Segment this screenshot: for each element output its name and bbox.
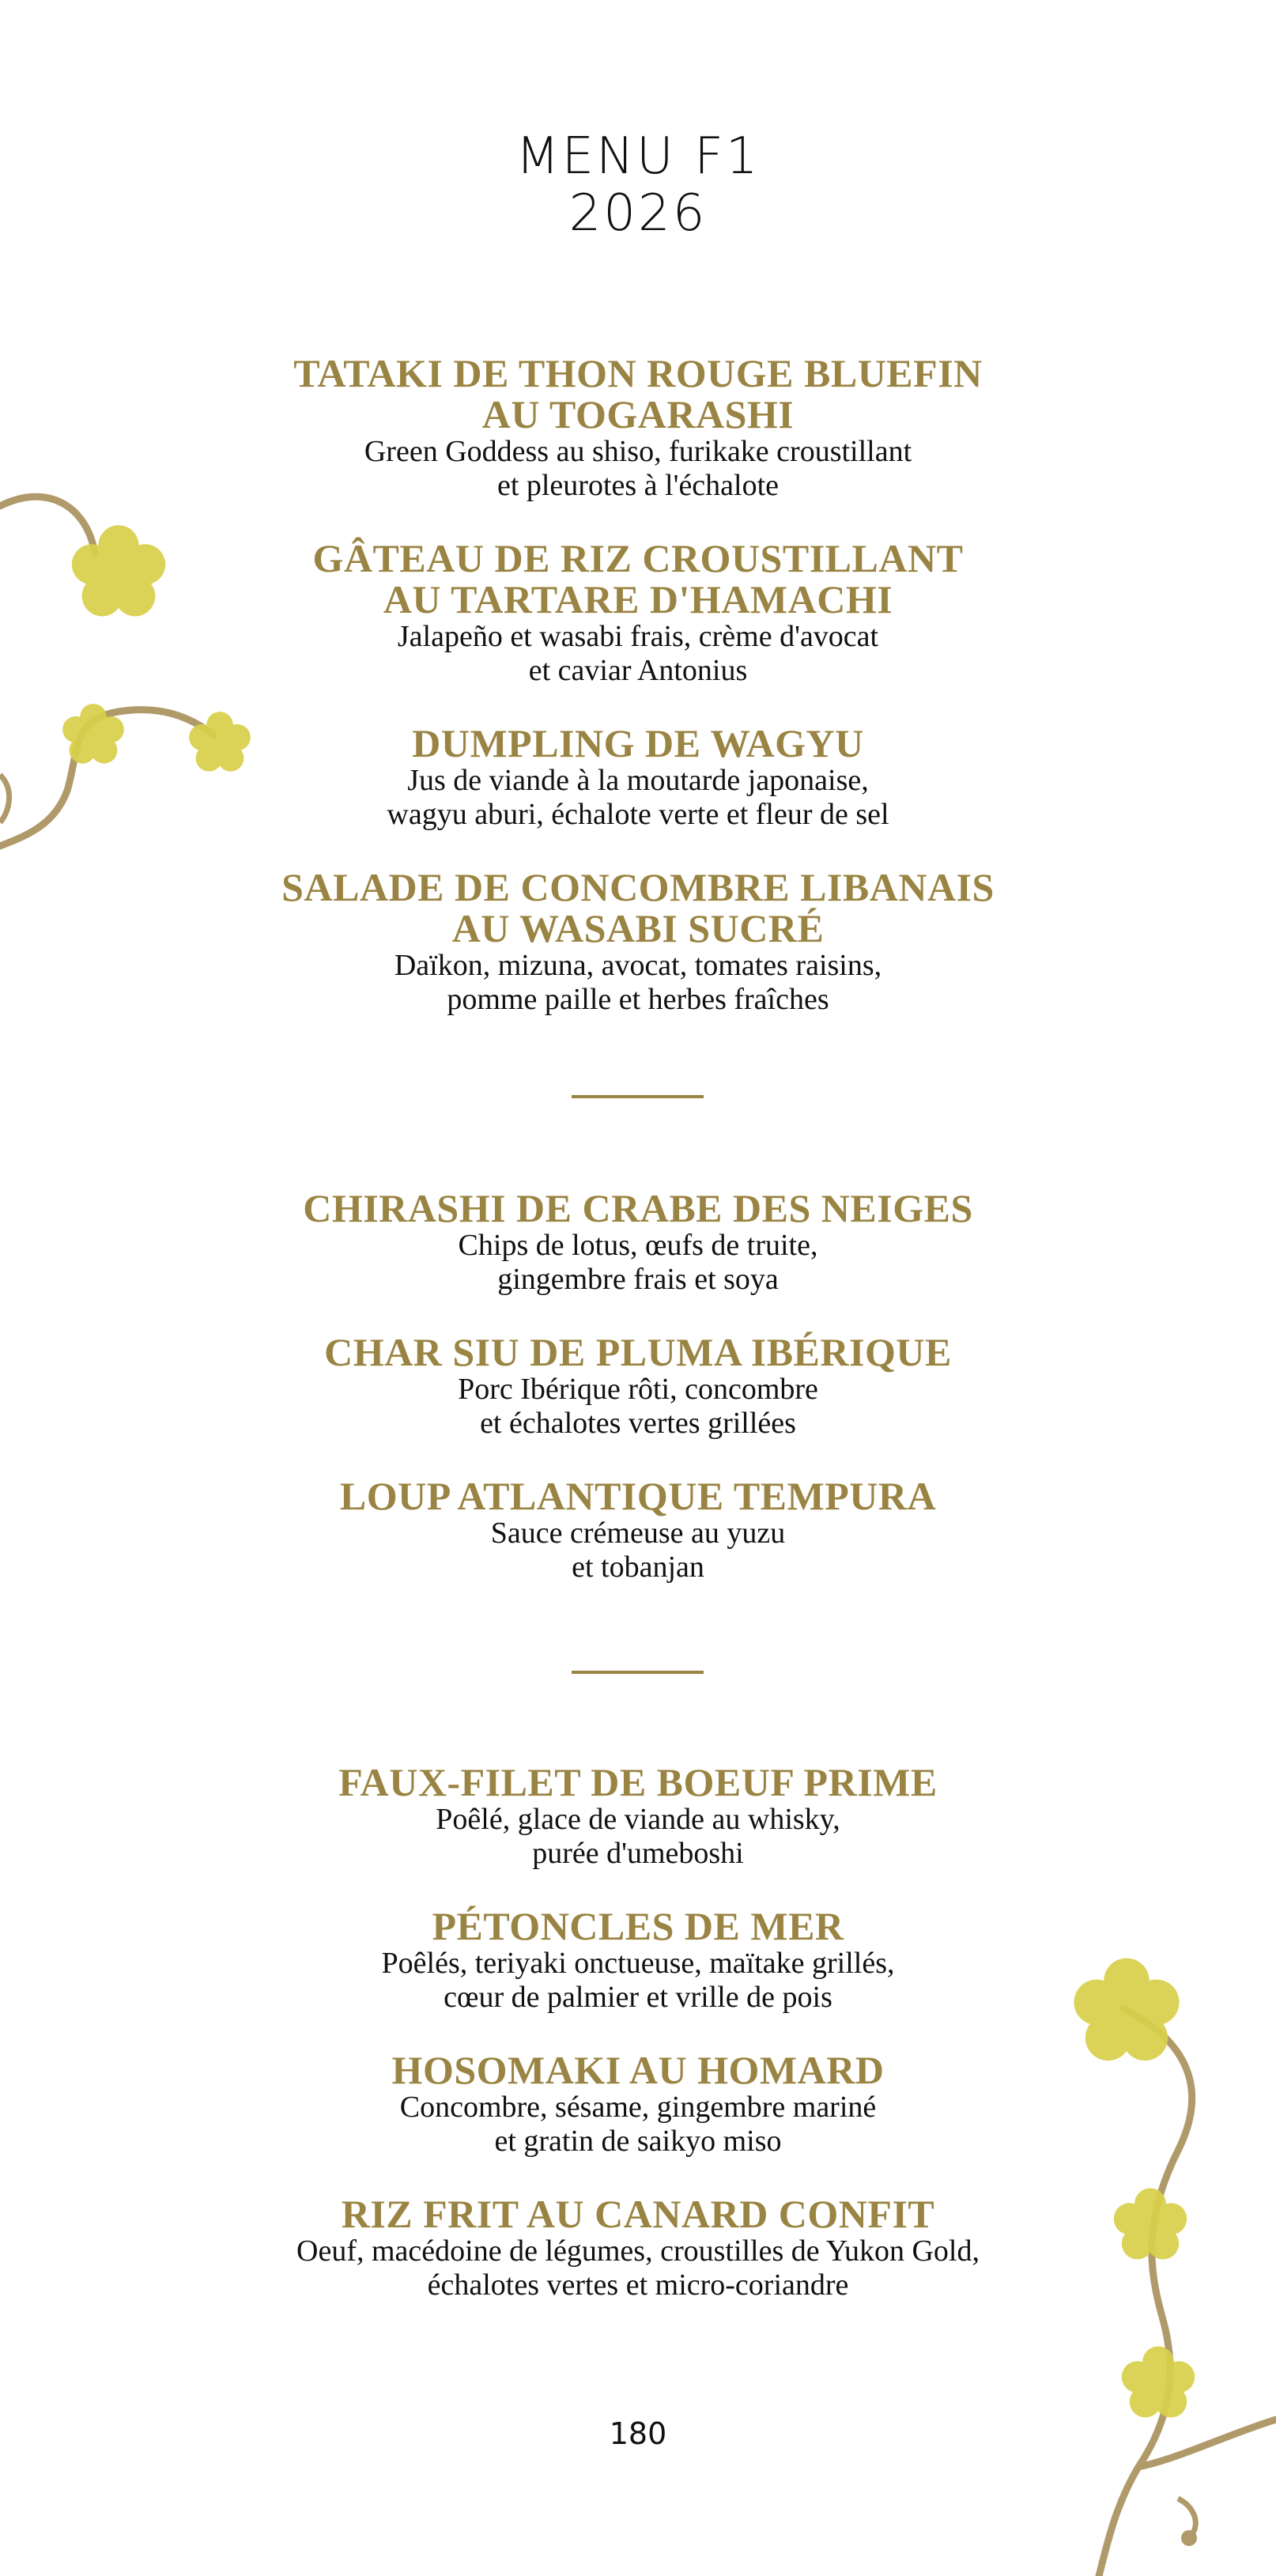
dish-name: TATAKI DE THON ROUGE BLUEFIN AU TOGARASHI <box>293 351 983 436</box>
section-divider <box>572 1671 704 1674</box>
dish-name: GÂTEAU DE RIZ CROUSTILLANT AU TARTARE D'HAMACHI <box>312 536 964 621</box>
dish-name: CHIRASHI DE CRABE DES NEIGES <box>303 1186 973 1230</box>
dish-description: Oeuf, macédoine de légumes, croustilles de Yukon Gold, échalotes vertes et micro-coriandre <box>296 2234 980 2302</box>
menu-item <box>0 2193 1276 2302</box>
page-number: 180 <box>609 2416 667 2451</box>
dish-description: Chips de lotus, œufs de truite, gingembre frais et soya <box>458 1229 818 1296</box>
menu-section-2 <box>0 1188 1276 1619</box>
dish-name: RIZ FRIT AU CANARD CONFIT <box>341 2192 935 2236</box>
dish-description: Porc Ibérique rôti, concombre et échalotes vertes grillées <box>458 1373 818 1440</box>
dish-name: CHAR SIU DE PLUMA IBÉRIQUE <box>324 1330 952 1374</box>
menu-item <box>0 1475 1276 1585</box>
menu-item <box>0 1188 1276 1297</box>
dish-description: Concombre, sésame, gingembre mariné et gratin de saikyo miso <box>399 2091 877 2158</box>
dish-description: Jus de viande à la moutarde japonaise, wagyu aburi, échalote verte et fleur de sel <box>387 764 889 831</box>
dish-description: Sauce crémeuse au yuzu et tobanjan <box>490 1517 786 1584</box>
menu-year: 2026 <box>568 184 708 243</box>
dish-name: SALADE DE CONCOMBRE LIBANAIS AU WASABI SUCRÉ <box>281 865 995 950</box>
dish-name: HOSOMAKI AU HOMARD <box>391 2048 885 2092</box>
dish-description: Poêlés, teriyaki onctueuse, maïtake grillés, cœur de palmier et vrille de pois <box>381 1947 895 2014</box>
dish-name: LOUP ATLANTIQUE TEMPURA <box>339 1474 937 1518</box>
dish-name: PÉTONCLES DE MER <box>432 1904 844 1948</box>
menu-item <box>0 1331 1276 1441</box>
menu-item <box>0 2049 1276 2159</box>
dish-description: Green Goddess au shiso, furikake croustillant et pleurotes à l'échalote <box>364 435 912 502</box>
dish-name: DUMPLING DE WAGYU <box>412 721 864 765</box>
menu-item <box>0 1906 1276 2015</box>
menu-item <box>0 1762 1276 1871</box>
menu-item <box>0 353 1276 503</box>
menu-section-3 <box>0 1762 1276 2337</box>
dish-name: FAUX-FILET DE BOEUF PRIME <box>338 1760 938 1804</box>
dish-description: Daïkon, mizuna, avocat, tomates raisins, pomme paille et herbes fraîches <box>394 949 882 1016</box>
menu-section-1 <box>0 353 1276 1052</box>
dish-description: Jalapeño et wasabi frais, crème d'avocat et caviar Antonius <box>397 620 879 687</box>
dish-description: Poêlé, glace de viande au whisky, purée d'umeboshi <box>436 1803 840 1870</box>
section-divider <box>572 1095 704 1098</box>
menu-item <box>0 723 1276 832</box>
menu-item <box>0 538 1276 688</box>
menu-item <box>0 867 1276 1017</box>
menu-title: MENU F1 <box>515 127 761 186</box>
